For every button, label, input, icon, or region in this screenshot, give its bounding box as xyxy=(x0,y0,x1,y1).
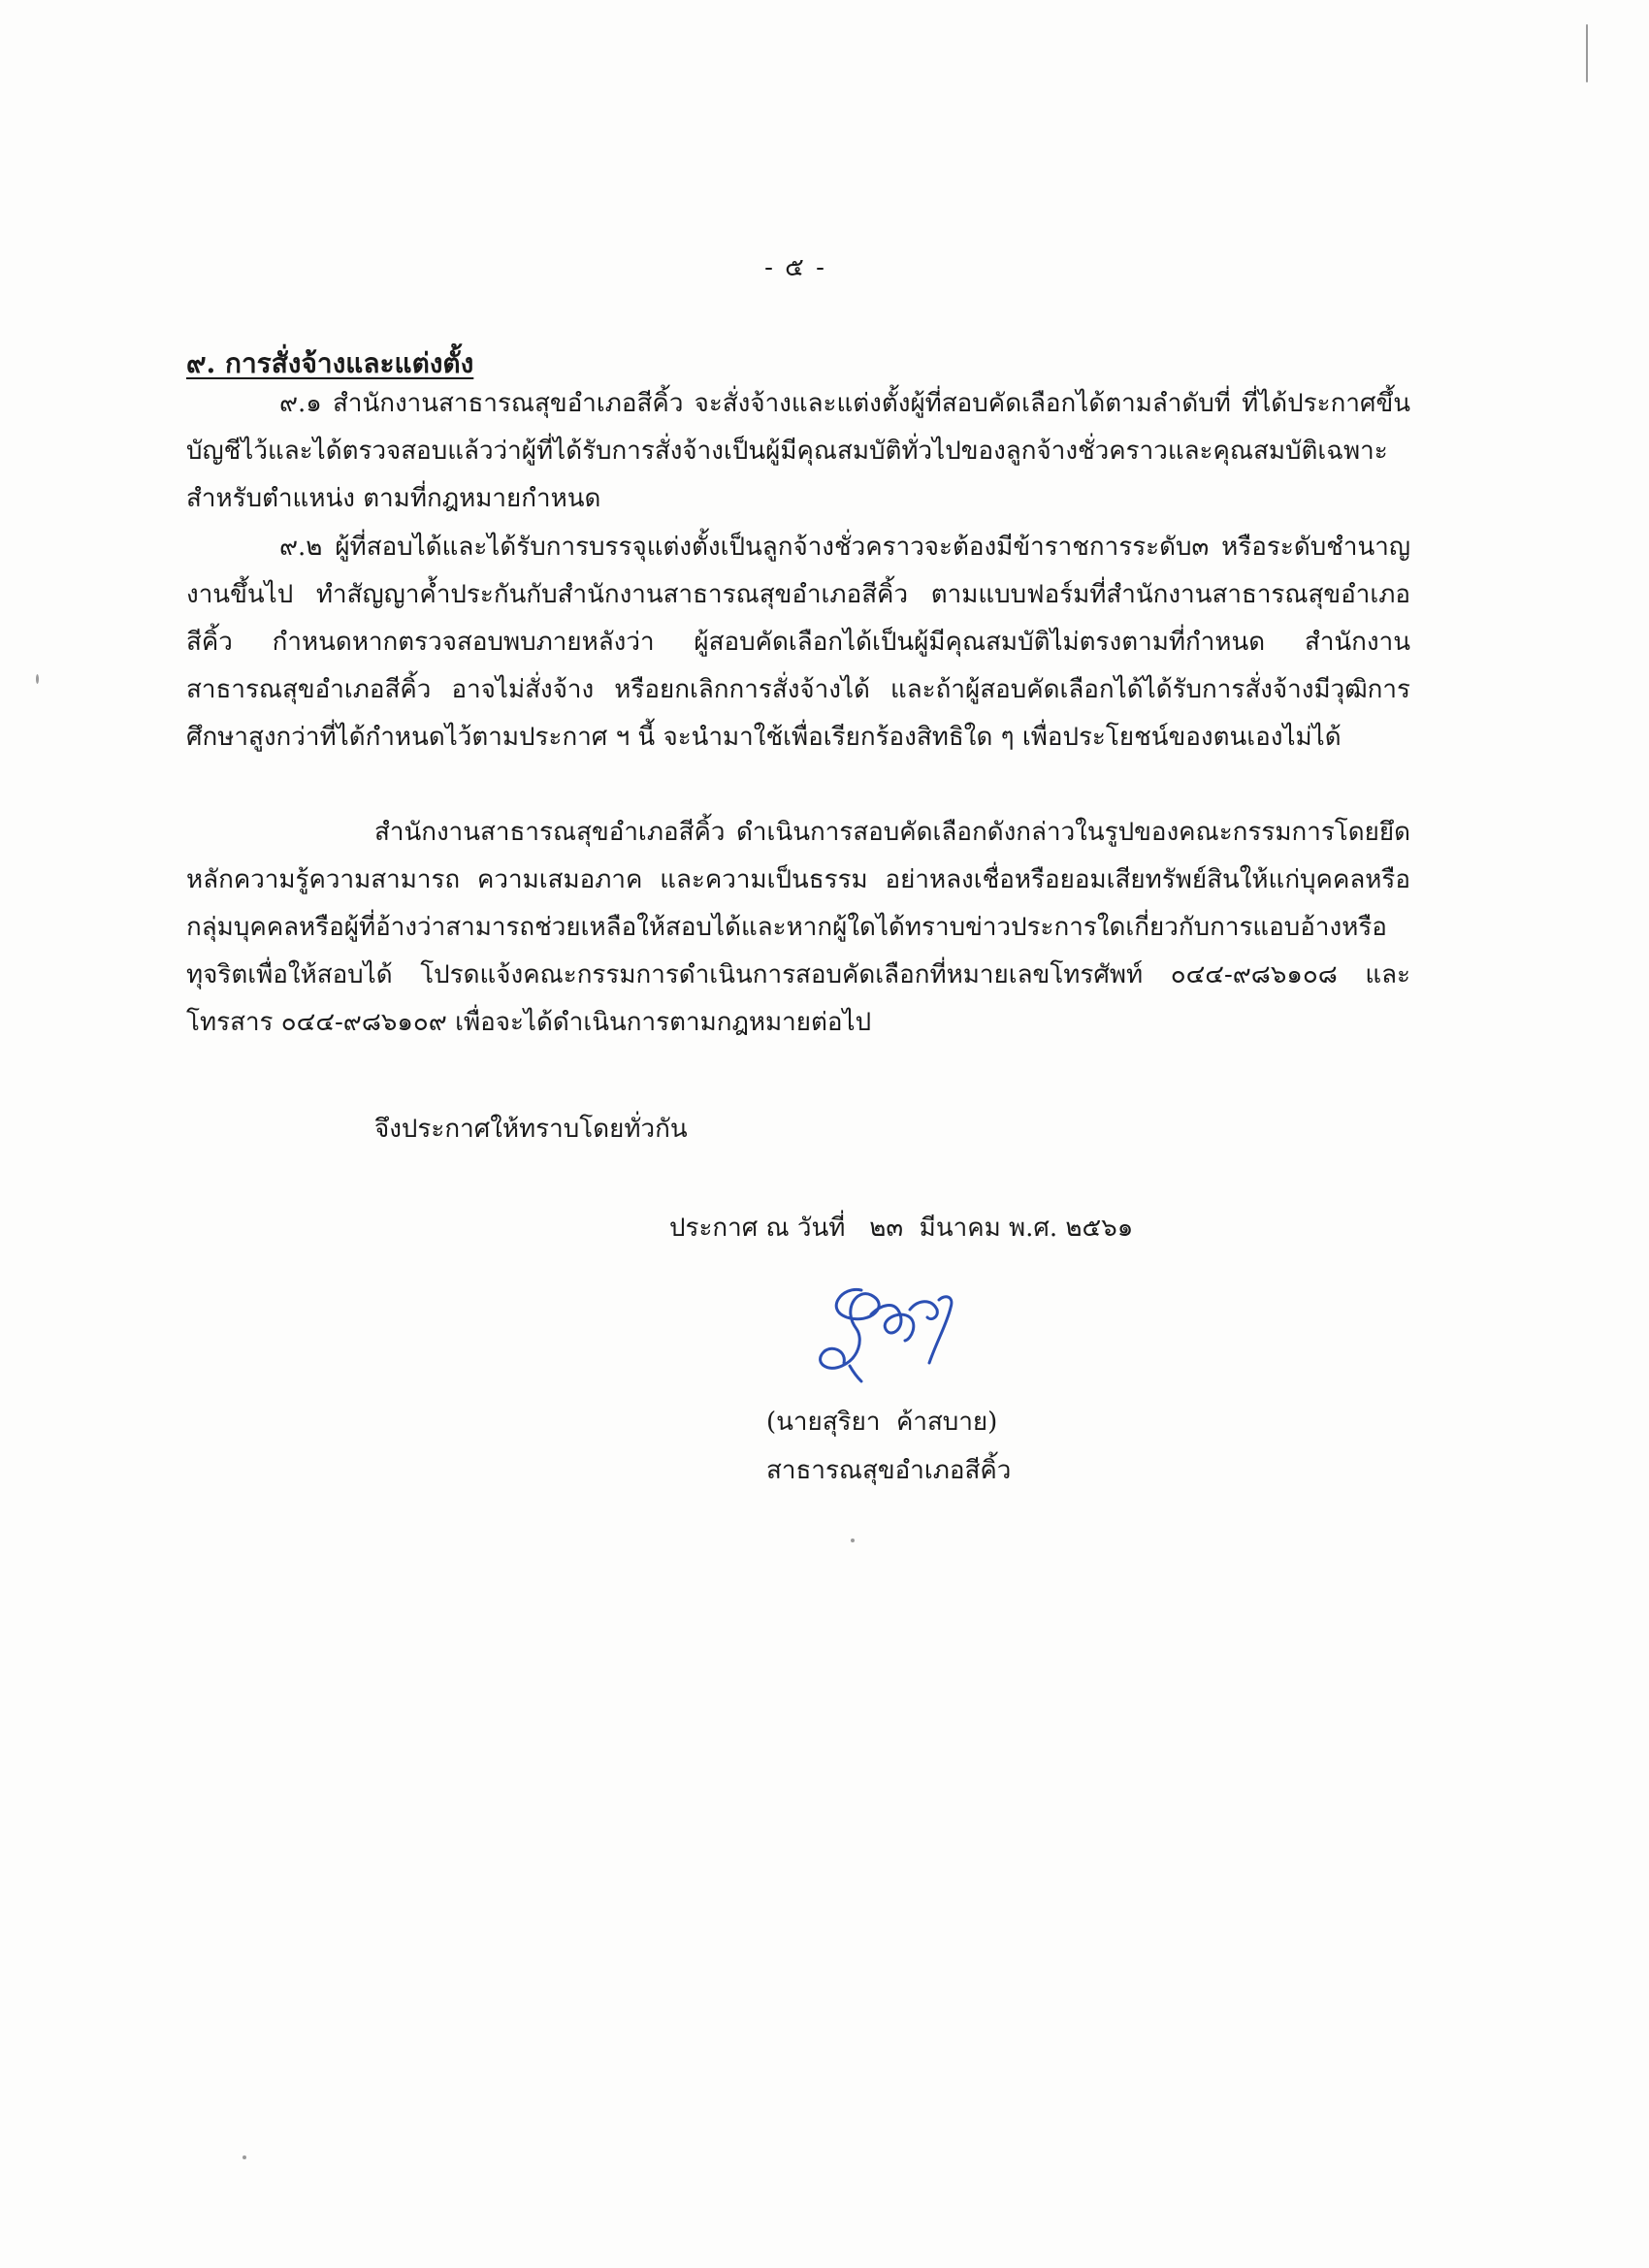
scan-speck xyxy=(1586,24,1588,82)
closing-line: จึงประกาศให้ทราบโดยทั่วกัน xyxy=(374,1115,688,1144)
date-line: ประกาศ ณ วันที่ ๒๓ มีนาคม พ.ศ. ๒๕๖๑ xyxy=(669,1214,1134,1243)
scan-speck xyxy=(36,674,39,684)
signer-name: (นายสุริยา ค้าสบาย) xyxy=(766,1408,998,1437)
paragraph-9-1: ๙.๑ สำนักงานสาธารณสุขอำเภอสีคิ้ว จะสั่งจ้างและแต่งตั้งผู้ที่สอบคัดเลือกได้ตามลำดับที่ ที่ได้ประกาศขึ้นบัญชีไว้และได้ตรวจสอบแล้วว่าผู้ที่ได้รับการสั่งจ้างเป็นผู้มีคุณสมบัติทั่วไปของลูกจ้างชั่วคราวและคุณสมบัติเฉพาะสำหรับตำแหน่ง ตามที่กฎหมายกำหนด xyxy=(186,389,1410,513)
paragraph-9-2: ๙.๒ ผู้ที่สอบได้และได้รับการบรรจุแต่งตั้งเป็นลูกจ้างชั่วคราวจะต้องมีข้าราชการระดับ๓ หรือระดับชำนาญงานขึ้นไป ทำสัญญาค้ำประกันกับสำนักงานสาธารณสุขอำเภอสีคิ้ว ตามแบบฟอร์มที่สำนักงานสาธารณสุขอำเภอสีคิ้ว กำหนดหากตรวจสอบพบภายหลังว่า ผู้สอบคัดเลือกได้เป็นผู้มีคุณสมบัติไม่ตรงตามที่กำหนด สำนักงานสาธารณสุขอำเภอสีคิ้ว อาจไม่สั่งจ้าง หรือยกเลิกการสั่งจ้างได้ และถ้าผู้สอบคัดเลือกได้ได้รับการสั่งจ้างมีวุฒิการศึกษาสูงกว่าที่ได้กำหนดไว้ตามประกาศ ฯ นี้ จะนำมาใช้เพื่อเรียกร้องสิทธิใด ๆ เพื่อประโยชน์ของตนเองไม่ได้ xyxy=(186,533,1410,752)
handwritten-signature-icon xyxy=(803,1271,968,1397)
scan-speck xyxy=(851,1539,855,1542)
section-heading: ๙. การสั่งจ้างและแต่งตั้ง xyxy=(186,347,474,379)
notice-paragraph: สำนักงานสาธารณสุขอำเภอสีคิ้ว ดำเนินการสอบคัดเลือกดังกล่าวในรูปของคณะกรรมการโดยยึดหลักความรู้ความสามารถ ความเสมอภาค และความเป็นธรรม อย่าหลงเชื่อหรือยอมเสียทรัพย์สินให้แก่บุคคลหรือกลุ่มบุคคลหรือผู้ที่อ้างว่าสามารถช่วยเหลือให้สอบได้และหากผู้ใดได้ทราบข่าวประการใดเกี่ยวกับการแอบอ้างหรือทุจริตเพื่อให้สอบได้ โปรดแจ้งคณะกรรมการดำเนินการสอบคัดเลือกที่หมายเลขโทรศัพท์ ๐๔๔-๙๘๖๑๐๘ และโทรสาร ๐๔๔-๙๘๖๑๐๙ เพื่อจะได้ดำเนินการตามกฎหมายต่อไป xyxy=(186,818,1410,1037)
scan-speck xyxy=(242,2155,246,2159)
signer-title: สาธารณสุขอำเภอสีคิ้ว xyxy=(766,1456,1012,1485)
page-number: - ๕ - xyxy=(764,253,826,282)
